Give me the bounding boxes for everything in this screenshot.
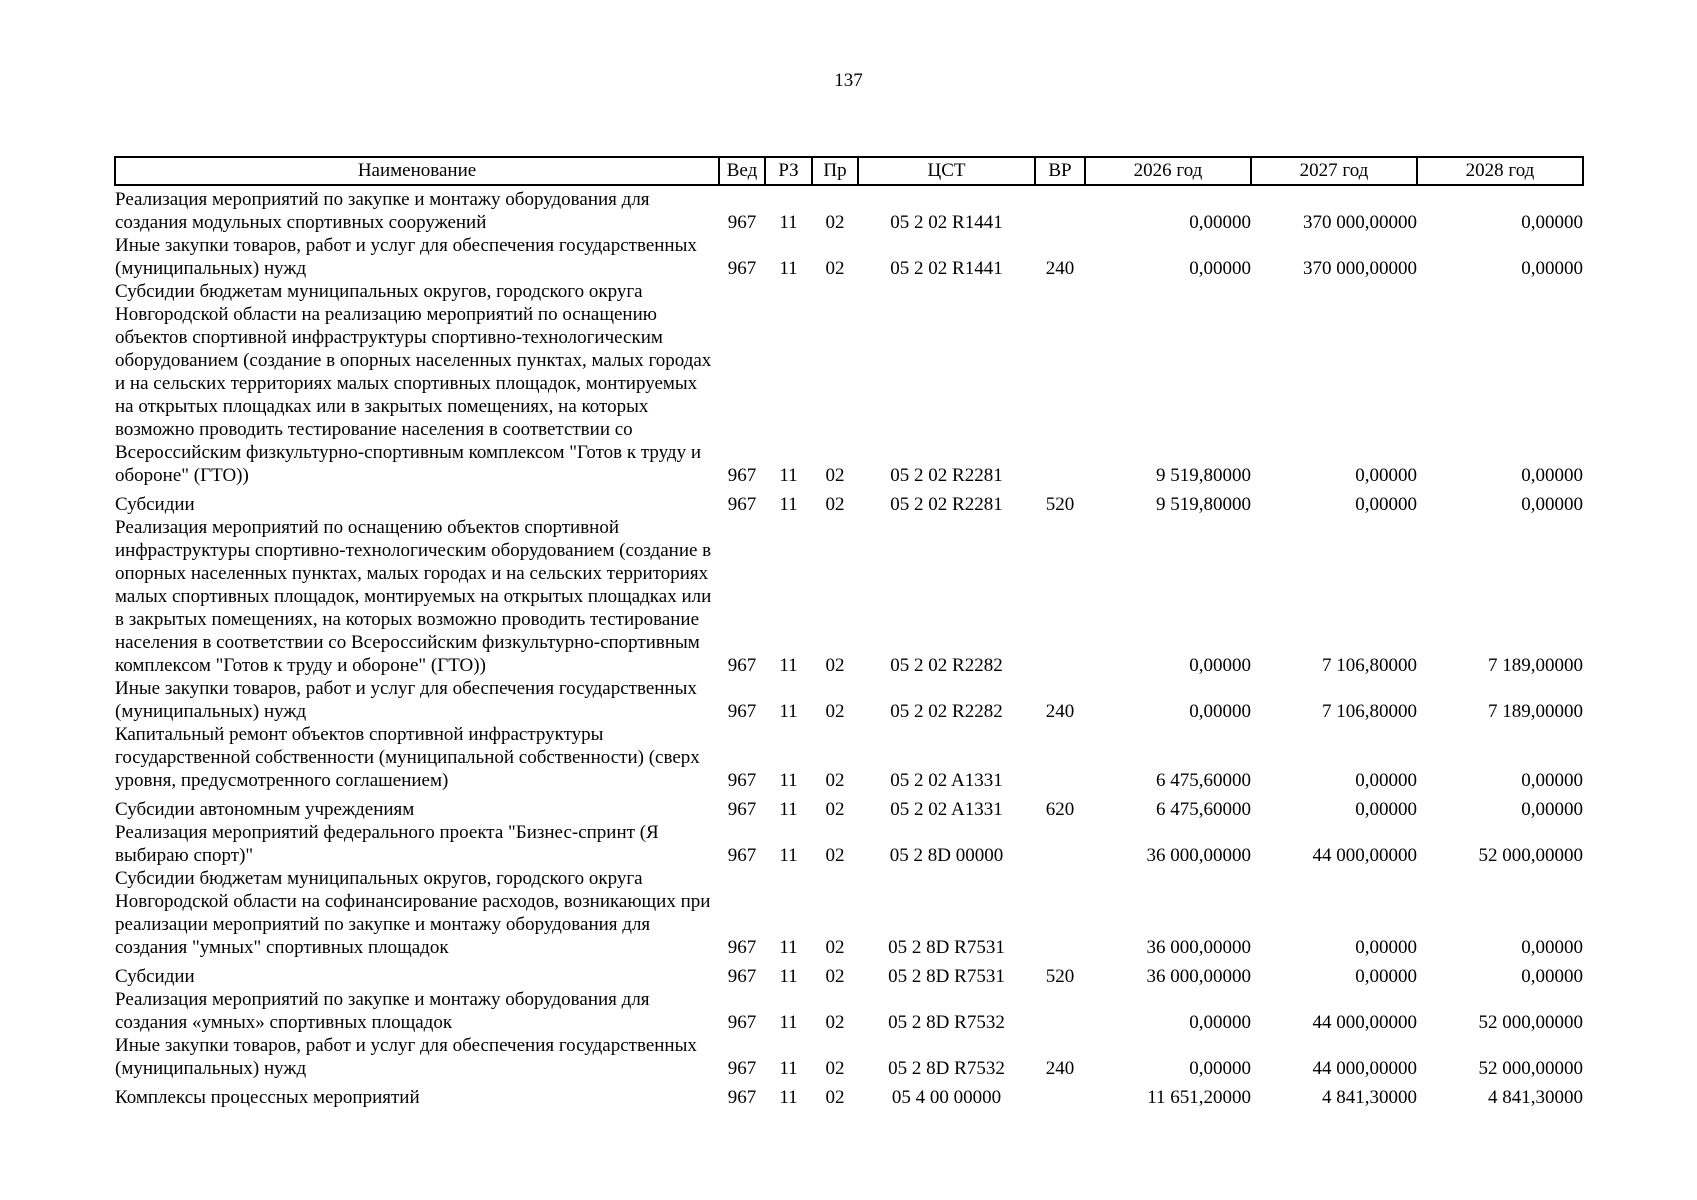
table-row	[115, 516, 1583, 677]
row-pr: 02	[825, 799, 845, 820]
row-pr: 02	[825, 258, 845, 279]
row-2028: 0,00000	[1521, 212, 1583, 233]
table-row	[115, 723, 1583, 792]
row-2028: 4 841,30000	[1488, 1087, 1583, 1108]
row-cst: 05 2 02 R1441	[890, 258, 1003, 279]
row-cst: 05 2 8D R7532	[888, 1012, 1005, 1033]
row-2028: 0,00000	[1521, 799, 1583, 820]
row-ved: 967	[727, 655, 757, 676]
header-pr: Пр	[812, 157, 858, 185]
row-ved: 967	[727, 465, 757, 486]
row-2026: 0,00000	[1189, 1058, 1251, 1079]
row-name: Капитальный ремонт объектов спортивной инфраструктуры государственной собственности (муниципальной собственности) (сверх уровня, предусмотренного соглашением)	[115, 724, 700, 791]
row-rz: 11	[779, 966, 798, 987]
table-row	[115, 792, 1583, 821]
table-row	[115, 1034, 1583, 1080]
row-2027: 7 106,80000	[1322, 655, 1417, 676]
row-2028: 52 000,00000	[1478, 845, 1583, 866]
row-cst: 05 2 02 A1331	[890, 770, 1003, 791]
row-name: Реализация мероприятий по закупке и монтажу оборудования для создания «умных» спортивных площадок	[115, 989, 650, 1033]
row-ved: 967	[727, 1087, 757, 1108]
row-2026: 36 000,00000	[1146, 845, 1251, 866]
row-2027: 0,00000	[1355, 494, 1417, 515]
row-vr	[1035, 723, 1085, 792]
row-rz: 11	[779, 799, 798, 820]
header-rz: РЗ	[765, 157, 812, 185]
row-vr	[1035, 516, 1085, 677]
row-2026: 0,00000	[1189, 1012, 1251, 1033]
table-row	[115, 280, 1583, 487]
row-name: Реализация мероприятий по закупке и монтажу оборудования для создания модульных спортивных сооружений	[115, 189, 650, 233]
row-rz: 11	[779, 1087, 798, 1108]
row-pr: 02	[825, 1058, 845, 1079]
row-2028: 0,00000	[1521, 465, 1583, 486]
table-row	[115, 234, 1583, 280]
row-rz: 11	[779, 770, 798, 791]
row-name: Реализация мероприятий федерального проекта "Бизнес-спринт (Я выбираю спорт)"	[115, 822, 659, 866]
row-cst: 05 2 02 R2282	[890, 701, 1003, 722]
row-rz: 11	[779, 494, 798, 515]
row-ved: 967	[727, 1012, 757, 1033]
row-vr: 520	[1045, 966, 1075, 987]
row-vr: 240	[1045, 258, 1075, 279]
row-ved: 967	[727, 494, 757, 515]
table-row	[115, 821, 1583, 867]
row-2027: 370 000,00000	[1303, 258, 1417, 279]
table-row	[115, 988, 1583, 1034]
row-2028: 52 000,00000	[1478, 1058, 1583, 1079]
row-cst: 05 2 8D R7531	[888, 966, 1005, 987]
row-2028: 7 189,00000	[1488, 701, 1583, 722]
header-vr: ВР	[1035, 157, 1085, 185]
row-pr: 02	[825, 701, 845, 722]
row-vr	[1035, 280, 1085, 487]
row-2026: 0,00000	[1189, 655, 1251, 676]
row-2027: 0,00000	[1355, 465, 1417, 486]
row-cst: 05 2 8D 00000	[889, 845, 1004, 866]
table-row	[115, 1080, 1583, 1109]
row-cst: 05 2 02 A1331	[890, 799, 1003, 820]
row-name: Субсидии	[115, 966, 195, 987]
header-2027: 2027 год	[1251, 157, 1417, 185]
row-ved: 967	[727, 937, 757, 958]
row-2027: 0,00000	[1355, 770, 1417, 791]
row-rz: 11	[779, 1012, 798, 1033]
row-2026: 36 000,00000	[1146, 966, 1251, 987]
row-2028: 0,00000	[1521, 937, 1583, 958]
row-ved: 967	[727, 258, 757, 279]
budget-table	[114, 156, 1584, 1109]
row-ved: 967	[727, 770, 757, 791]
row-2026: 11 651,20000	[1147, 1087, 1251, 1108]
row-vr: 520	[1045, 494, 1075, 515]
row-vr: 240	[1045, 1058, 1075, 1079]
header-name: Наименование	[115, 157, 719, 185]
row-name: Иные закупки товаров, работ и услуг для обеспечения государственных (муниципальных) нужд	[115, 1035, 697, 1079]
row-ved: 967	[727, 845, 757, 866]
row-cst: 05 2 02 R2281	[890, 465, 1003, 486]
table-row	[115, 185, 1583, 234]
row-2027: 7 106,80000	[1322, 701, 1417, 722]
row-name: Субсидии автономным учреждениям	[115, 799, 415, 820]
row-ved: 967	[727, 212, 757, 233]
row-name: Субсидии бюджетам муниципальных округов, городского округа Новгородской области на софинансирование расходов, возникающих при реализации мероприятий по закупке и монтажу оборудования для создания "умных" спортивных площадок	[115, 868, 711, 958]
row-name: Комплексы процессных мероприятий	[115, 1087, 420, 1108]
header-2026: 2026 год	[1085, 157, 1251, 185]
header-ved: Вед	[719, 157, 765, 185]
row-pr: 02	[825, 494, 845, 515]
row-pr: 02	[825, 465, 845, 486]
header-cst: ЦСТ	[858, 157, 1035, 185]
row-2027: 4 841,30000	[1322, 1087, 1417, 1108]
row-2028: 0,00000	[1521, 966, 1583, 987]
row-ved: 967	[727, 1058, 757, 1079]
row-2028: 0,00000	[1521, 770, 1583, 791]
row-ved: 967	[727, 799, 757, 820]
row-rz: 11	[779, 212, 798, 233]
row-2026: 6 475,60000	[1156, 770, 1251, 791]
row-vr	[1035, 988, 1085, 1034]
row-2028: 52 000,00000	[1478, 1012, 1583, 1033]
row-pr: 02	[825, 1087, 845, 1108]
row-2026: 9 519,80000	[1156, 494, 1251, 515]
row-2028: 0,00000	[1521, 258, 1583, 279]
table-row	[115, 959, 1583, 988]
page-number: 137	[834, 70, 863, 91]
row-rz: 11	[779, 1058, 798, 1079]
row-name: Иные закупки товаров, работ и услуг для обеспечения государственных (муниципальных) нужд	[115, 235, 697, 279]
row-pr: 02	[825, 937, 845, 958]
row-pr: 02	[825, 845, 845, 866]
row-2026: 36 000,00000	[1146, 937, 1251, 958]
row-rz: 11	[779, 258, 798, 279]
row-2027: 44 000,00000	[1312, 845, 1417, 866]
row-rz: 11	[779, 937, 798, 958]
row-rz: 11	[779, 655, 798, 676]
row-ved: 967	[727, 701, 757, 722]
row-name: Субсидии	[115, 494, 195, 515]
table-header-row	[115, 157, 1583, 185]
row-vr: 240	[1045, 701, 1075, 722]
table-row	[115, 867, 1583, 959]
row-name: Иные закупки товаров, работ и услуг для обеспечения государственных (муниципальных) нужд	[115, 678, 697, 722]
row-vr	[1035, 821, 1085, 867]
row-2028: 7 189,00000	[1488, 655, 1583, 676]
row-rz: 11	[779, 701, 798, 722]
row-vr	[1035, 867, 1085, 959]
row-rz: 11	[779, 465, 798, 486]
row-2027: 0,00000	[1355, 799, 1417, 820]
row-rz: 11	[779, 845, 798, 866]
row-cst: 05 2 02 R2282	[890, 655, 1003, 676]
header-2028: 2028 год	[1417, 157, 1583, 185]
row-vr	[1035, 185, 1085, 234]
row-name: Реализация мероприятий по оснащению объектов спортивной инфраструктуры спортивно-технологическим оборудованием (создание в опорных населенных пунктах, малых городах и на сельских территориях малых спортивных площадок, монтируемых на открытых площадках или в закрытых помещениях, на которых возможно проводить тестирование населения в соответствии со Всероссийским физкультурно-спортивным комплексом "Готов к труду и обороне" (ГТО))	[115, 517, 712, 676]
row-2027: 0,00000	[1355, 966, 1417, 987]
row-cst: 05 2 8D R7531	[888, 937, 1005, 958]
row-cst: 05 2 02 R1441	[890, 212, 1003, 233]
row-cst: 05 2 8D R7532	[888, 1058, 1005, 1079]
row-2026: 6 475,60000	[1156, 799, 1251, 820]
row-pr: 02	[825, 770, 845, 791]
row-2027: 44 000,00000	[1312, 1058, 1417, 1079]
row-2027: 370 000,00000	[1303, 212, 1417, 233]
row-pr: 02	[825, 212, 845, 233]
row-2026: 0,00000	[1189, 258, 1251, 279]
row-2026: 0,00000	[1189, 701, 1251, 722]
row-pr: 02	[825, 966, 845, 987]
row-2026: 0,00000	[1189, 212, 1251, 233]
table-row	[115, 677, 1583, 723]
row-vr	[1035, 1080, 1085, 1109]
row-vr: 620	[1045, 799, 1075, 820]
row-ved: 967	[727, 966, 757, 987]
row-pr: 02	[825, 1012, 845, 1033]
row-name: Субсидии бюджетам муниципальных округов, городского округа Новгородской области на реализацию мероприятий по оснащению объектов спортивной инфраструктуры спортивно-технологическим оборудованием (создание в опорных населенных пунктах, малых городах и на сельских территориях малых спортивных площадок, монтируемых на открытых площадках или в закрытых помещениях, на которых возможно проводить тестирование населения в соответствии со Всероссийским физкультурно-спортивным комплексом "Готов к труду и обороне" (ГТО))	[115, 281, 712, 486]
row-2028: 0,00000	[1521, 494, 1583, 515]
row-2026: 9 519,80000	[1156, 465, 1251, 486]
row-2027: 0,00000	[1355, 937, 1417, 958]
row-pr: 02	[825, 655, 845, 676]
table-row	[115, 487, 1583, 516]
row-cst: 05 2 02 R2281	[890, 494, 1003, 515]
row-2027: 44 000,00000	[1312, 1012, 1417, 1033]
row-cst: 05 4 00 00000	[891, 1087, 1002, 1108]
